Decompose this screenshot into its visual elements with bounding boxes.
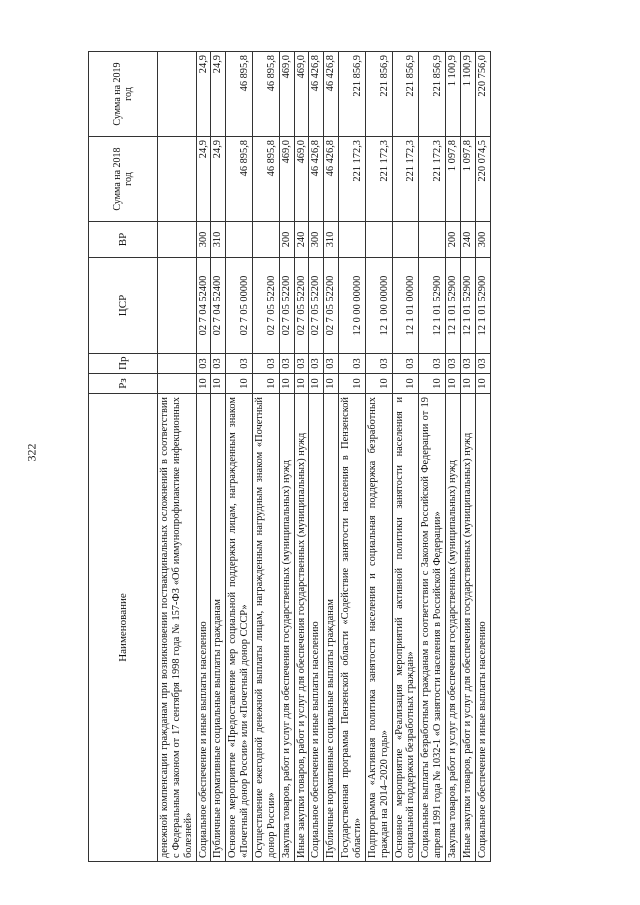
cell-pr: 03 [460,354,475,374]
cell-rz: 10 [196,374,211,394]
cell-rz: 10 [253,374,280,394]
cell-csr: 02 7 04 52400 [211,258,226,354]
cell-csr: 12 1 00 00000 [365,258,392,354]
cell-name: Иные закупки товаров, работ и услуг для обеспечения государственных (муниципальных) нужд [294,394,309,862]
cell-sum-2019: 46 895,8 [226,52,253,137]
cell-pr: 03 [339,354,366,374]
cell-sum-2019: 1 100,9 [460,52,475,137]
table-header-row [89,52,158,862]
table-row [253,52,280,862]
cell-pr: 03 [324,354,339,374]
budget-table [88,51,491,862]
header-sum-2019: Сумма на 2019 год [89,52,158,137]
cell-vr: 240 [294,222,309,258]
cell-csr [158,258,197,354]
cell-csr: 12 0 00 00000 [339,258,366,354]
cell-pr: 03 [196,354,211,374]
cell-rz: 10 [339,374,366,394]
cell-sum-2019: 220 756,0 [475,52,490,137]
cell-name: Закупка товаров, работ и услуг для обеспечения государственных (муниципальных) нужд [279,394,294,862]
header-sum-2018: Сумма на 2018 год [89,137,158,222]
table-row [226,52,253,862]
cell-sum-2018: 46 426,8 [324,137,339,222]
cell-csr: 02 7 05 52200 [253,258,280,354]
cell-vr [392,222,419,258]
cell-name: Осуществление ежегодной денежной выплаты лицам, награжденным нагрудным знаком «Почетный донор России» [253,394,280,862]
cell-pr: 03 [365,354,392,374]
cell-pr [158,354,197,374]
cell-rz: 10 [294,374,309,394]
cell-rz: 10 [365,374,392,394]
cell-vr: 300 [309,222,324,258]
cell-sum-2018: 24,9 [211,137,226,222]
cell-name: Основное мероприятие «Реализация мероприятий активной политики занятости населения и социальной поддержки безработных граждан» [392,394,419,862]
cell-csr: 02 7 04 52400 [196,258,211,354]
table-row [392,52,419,862]
cell-sum-2019: 469,0 [294,52,309,137]
cell-csr: 02 7 05 00000 [226,258,253,354]
cell-csr: 02 7 05 52200 [324,258,339,354]
cell-vr [419,222,446,258]
cell-name: денежной компенсации гражданам при возникновении поствакцинальных осложнений в соответствии с Федеральным законом от 17 сентября 1998 года № 157-ФЗ «Об иммунопрофилактике инфекционных болезней» [158,394,197,862]
cell-vr [365,222,392,258]
table-row [475,52,490,862]
cell-pr: 03 [446,354,461,374]
table-row [211,52,226,862]
cell-sum-2019: 221 856,9 [339,52,366,137]
cell-sum-2018: 221 172,3 [365,137,392,222]
cell-name: Иные закупки товаров, работ и услуг для обеспечения государственных (муниципальных) нужд [460,394,475,862]
header-csr: ЦСР [89,258,158,354]
cell-sum-2019: 221 856,9 [392,52,419,137]
cell-sum-2019: 46 895,8 [253,52,280,137]
cell-rz: 10 [460,374,475,394]
cell-sum-2019: 221 856,9 [365,52,392,137]
cell-rz: 10 [226,374,253,394]
cell-sum-2019: 469,0 [279,52,294,137]
cell-sum-2018: 469,0 [279,137,294,222]
table-row [419,52,446,862]
cell-pr: 03 [419,354,446,374]
cell-sum-2018 [158,137,197,222]
header-name: Наименование [89,394,158,862]
table-body [158,52,491,862]
table-row [158,52,197,862]
cell-sum-2018: 220 074,5 [475,137,490,222]
cell-sum-2018: 46 895,8 [253,137,280,222]
cell-sum-2018: 221 172,3 [339,137,366,222]
cell-vr: 240 [460,222,475,258]
table-row [294,52,309,862]
cell-sum-2018: 24,9 [196,137,211,222]
cell-pr: 03 [392,354,419,374]
cell-rz: 10 [324,374,339,394]
table-row [365,52,392,862]
cell-vr [226,222,253,258]
table-row [309,52,324,862]
cell-csr: 02 7 05 52200 [294,258,309,354]
cell-vr [253,222,280,258]
cell-csr: 02 7 05 52200 [279,258,294,354]
cell-csr: 02 7 05 52200 [309,258,324,354]
cell-name: Социальное обеспечение и иные выплаты населению [475,394,490,862]
cell-vr [158,222,197,258]
cell-name: Социальное обеспечение и иные выплаты населению [309,394,324,862]
cell-vr: 310 [324,222,339,258]
cell-name: Социальные выплаты безработным гражданам в соответствии с Законом Российской Федерации от 19 апреля 1991 года № 1032-1 «О занятости населения в Российской Федерации» [419,394,446,862]
cell-csr: 12 1 01 00000 [392,258,419,354]
cell-rz: 10 [446,374,461,394]
cell-vr: 300 [196,222,211,258]
cell-pr: 03 [211,354,226,374]
cell-pr: 03 [226,354,253,374]
cell-name: Социальное обеспечение и иные выплаты населению [196,394,211,862]
cell-name: Основное мероприятие «Предоставление мер социальной поддержки лицам, награжденным знаком «Почетный донор России» или «Почетный донор СССР» [226,394,253,862]
cell-vr: 310 [211,222,226,258]
cell-csr: 12 1 01 52900 [419,258,446,354]
cell-sum-2018: 221 172,3 [419,137,446,222]
cell-sum-2019: 221 856,9 [419,52,446,137]
cell-vr [339,222,366,258]
header-pr: Пр [89,354,158,374]
cell-pr: 03 [279,354,294,374]
cell-rz: 10 [211,374,226,394]
cell-vr: 200 [446,222,461,258]
cell-sum-2018: 46 895,8 [226,137,253,222]
cell-rz: 10 [475,374,490,394]
table-row [339,52,366,862]
cell-sum-2018: 221 172,3 [392,137,419,222]
table-row [446,52,461,862]
cell-csr: 12 1 01 52900 [475,258,490,354]
cell-pr: 03 [253,354,280,374]
cell-name: Публичные нормативные социальные выплаты гражданам [211,394,226,862]
cell-rz [158,374,197,394]
cell-name: Государственная программа Пензенской области «Содействие занятости населения в Пензенской области» [339,394,366,862]
cell-pr: 03 [294,354,309,374]
cell-sum-2018: 1 097,8 [446,137,461,222]
cell-vr: 200 [279,222,294,258]
table-row [196,52,211,862]
table-row [460,52,475,862]
cell-name: Подпрограмма «Активная политика занятости населения и социальная поддержка безработных граждан на 2014–2020 годы» [365,394,392,862]
cell-rz: 10 [309,374,324,394]
cell-rz: 10 [419,374,446,394]
cell-csr: 12 1 01 52900 [460,258,475,354]
rotated-page-content [88,52,566,862]
cell-sum-2019 [158,52,197,137]
cell-sum-2019: 24,9 [211,52,226,137]
cell-pr: 03 [309,354,324,374]
header-rz: Рз [89,374,158,394]
cell-csr: 12 1 01 52900 [446,258,461,354]
cell-sum-2019: 24,9 [196,52,211,137]
header-vr: ВР [89,222,158,258]
cell-vr: 300 [475,222,490,258]
cell-sum-2018: 469,0 [294,137,309,222]
cell-pr: 03 [475,354,490,374]
table-row [324,52,339,862]
cell-sum-2019: 46 426,8 [324,52,339,137]
cell-rz: 10 [392,374,419,394]
cell-rz: 10 [279,374,294,394]
cell-name: Публичные нормативные социальные выплаты гражданам [324,394,339,862]
page-number: 322 [24,443,39,462]
cell-sum-2019: 46 426,8 [309,52,324,137]
cell-name: Закупка товаров, работ и услуг для обеспечения государственных (муниципальных) нужд [446,394,461,862]
table-row [279,52,294,862]
cell-sum-2019: 1 100,9 [446,52,461,137]
cell-sum-2018: 1 097,8 [460,137,475,222]
cell-sum-2018: 46 426,8 [309,137,324,222]
